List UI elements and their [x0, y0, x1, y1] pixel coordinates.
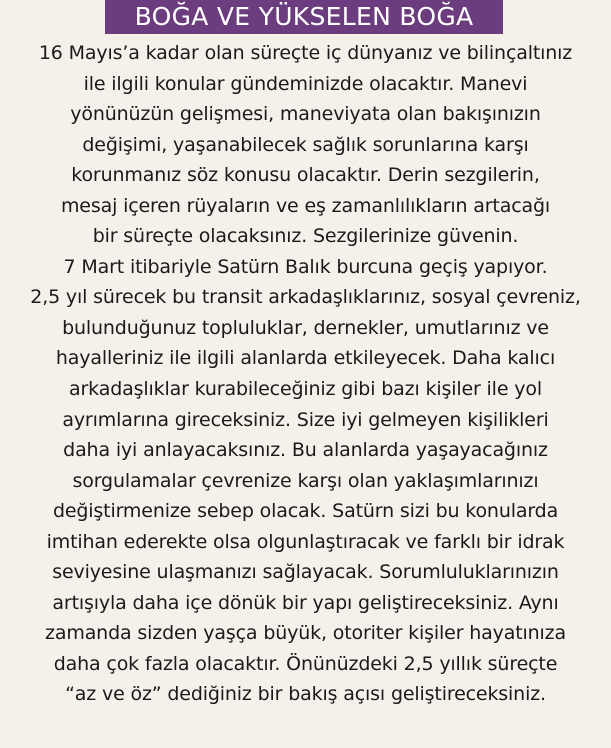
text-line: değiştirmenize sebep olacak. Satürn sizi bu konularda [52, 500, 559, 523]
text-line: mesaj içeren rüyaların ve eş zamanlılıkların artacağı [60, 194, 551, 217]
text-line: yönünüzün gelişmesi, maneviyata olan bakışınızın [70, 103, 541, 126]
text-line: artışıyla daha içe dönük bir yapı geliştireceksiniz. Aynı [52, 591, 559, 614]
page-title: BOĞA VE YÜKSELEN BOĞA [134, 2, 474, 31]
text-line: “az ve öz” dediğiniz bir bakış açısı geliştireceksiniz. [65, 683, 546, 706]
text-line: değişimi, yaşanabilecek sağlık sorunlarına karşı [82, 133, 529, 156]
text-line: ayrımlarına gireceksiniz. Size iyi gelmeyen kişilikleri [62, 408, 549, 431]
horoscope-text [0, 38, 611, 710]
text-line: daha iyi anlayacaksınız. Bu alanlarda yaşayacağınız [63, 439, 548, 462]
text-line: arkadaşlıklar kurabileceğiniz gibi bazı kişiler ile yol [69, 378, 542, 401]
text-line: 16 Mayıs’a kadar olan süreçte iç dünyanız ve bilinçaltınız [38, 42, 573, 64]
text-line: korunmanız söz konusu olacaktır. Derin sezgilerin, [71, 164, 540, 187]
text-line: ile ilgili konular gündeminizde olacaktır. Manevi [83, 72, 528, 95]
text-line: seviyesine ulaşmanızı sağlayacak. Sorumluluklarınızın [52, 561, 559, 584]
title-banner [105, 0, 503, 34]
text-line: sorgulamalar çevrenize karşı olan yaklaşımlarınızı [72, 469, 539, 492]
text-line: zamanda sizden yaşça büyük, otoriter kişiler hayatınıza [45, 622, 566, 645]
text-line: 7 Mart itibariyle Satürn Balık burcuna geçiş yapıyor. [63, 255, 548, 278]
text-line: bulunduğunuz topluluklar, dernekler, umutlarınız ve [62, 316, 549, 339]
text-line: bir süreçte olacaksınız. Sezgilerinize güvenin. [92, 225, 519, 248]
text-line: hayalleriniz ile ilgili alanlarda etkileyecek. Daha kalıcı [55, 347, 556, 370]
text-line: imtihan ederekte olsa olgunlaştıracak ve farklı bir idrak [46, 530, 565, 553]
text-line: 2,5 yıl sürecek bu transit arkadaşlıklarınız, sosyal çevreniz, [30, 286, 581, 309]
text-line: daha çok fazla olacaktır. Önünüzdeki 2,5 yıllık süreçte [53, 652, 558, 675]
